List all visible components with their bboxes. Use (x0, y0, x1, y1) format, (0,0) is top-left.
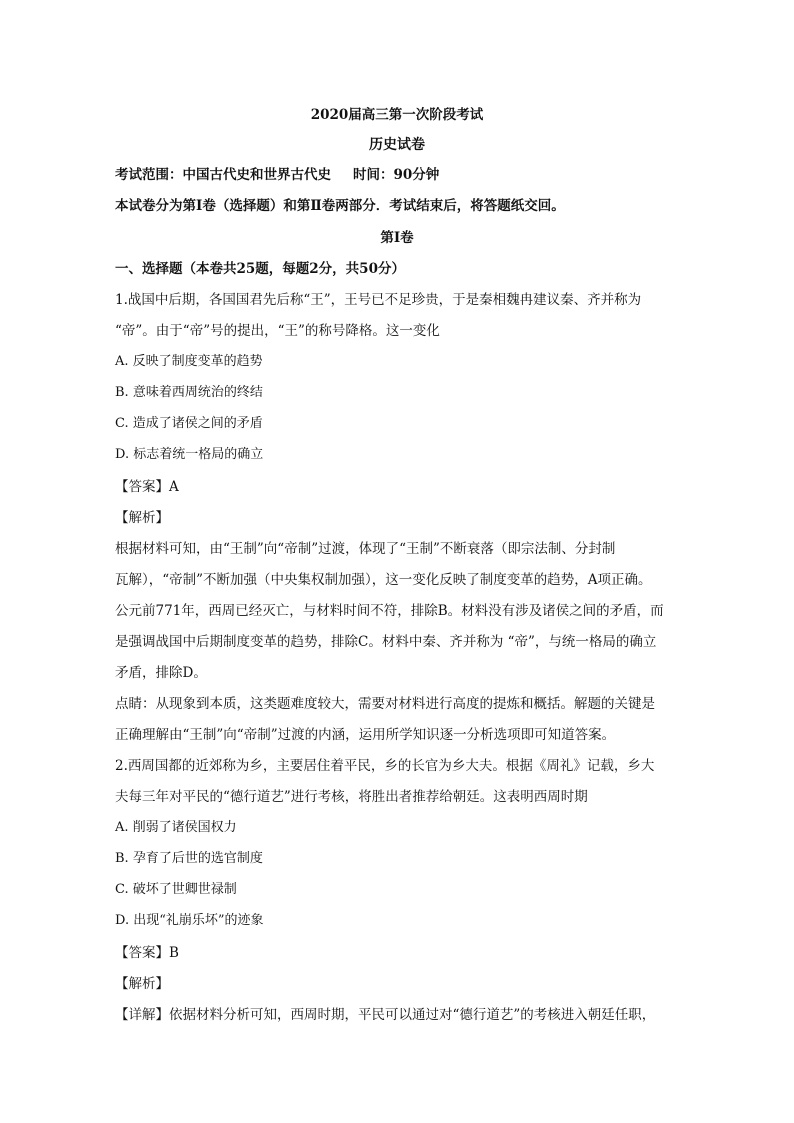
q1-analysis-line-3: 公元前771年，西周已经灭亡，与材料时间不符，排除B。材料没有涉及诸侯之间的矛盾，而 (115, 603, 664, 619)
q1-tip-line-1: 点睛：从现象到本质，这类题难度较大，需要对材料进行高度的提炼和概括。解题的关键是 (115, 696, 655, 712)
q1-tip-line-2: 正确理解由“王制”向“帝制”过渡的内涵，运用所学知识逐一分析选项即可知道答案。 (115, 727, 616, 743)
q1-option-d: D. 标志着统一格局的确立 (115, 447, 264, 462)
q1-answer: 【答案】A (115, 479, 179, 495)
q1-analysis-line-5: 矛盾，排除D。 (115, 665, 207, 681)
exam-title: 2020届高三第一次阶段考试 (310, 107, 484, 123)
q1-option-a: A. 反映了制度变革的趋势 (115, 354, 263, 369)
q2-answer: 【答案】B (115, 945, 179, 961)
subject-title: 历史试卷 (369, 137, 425, 153)
q2-detail-line-1: 【详解】依据材料分析可知，西周时期，平民可以通过对“德行道艺”的考核进入朝廷任职， (115, 1007, 656, 1023)
q2-analysis-label: 【解析】 (115, 976, 169, 992)
q1-stem-line-2: “帝”。由于“帝”号的提出，“王”的称号降格。这一变化 (115, 323, 440, 339)
q1-analysis-line-2: 瓦解），“帝制”不断加强（中央集权制加强），这一变化反映了制度变革的趋势，A项正确。 (115, 572, 652, 588)
exam-scope: 考试范围：中国古代史和世界古代史 (115, 167, 331, 183)
q1-analysis-label: 【解析】 (115, 510, 169, 526)
q2-stem-line-1: 2.西周国都的近郊称为乡，主要居住着平民，乡的长官为乡大夫。根据《周礼》记载，乡大 (115, 758, 655, 774)
q2-option-c: C. 破坏了世卿世禄制 (115, 882, 237, 897)
q2-option-a: A. 削弱了诸侯国权力 (115, 820, 237, 835)
exam-scope-line (115, 165, 685, 185)
q1-option-b: B. 意味着西周统治的终结 (115, 385, 263, 400)
volume-title: 第Ⅰ卷 (380, 230, 414, 246)
q2-option-b: B. 孕育了后世的选官制度 (115, 851, 263, 866)
q1-analysis-line-1: 根据材料可知，由“王制”向“帝制”过渡，体现了“王制”不断衰落（即宗法制、分封制 (115, 541, 616, 557)
exam-notice: 本试卷分为第Ⅰ卷（选择题）和第Ⅱ卷两部分．考试结束后，将答题纸交回。 (115, 198, 565, 214)
exam-time: 时间：90分钟 (353, 167, 440, 183)
q1-option-c: C. 造成了诸侯之间的矛盾 (115, 416, 263, 431)
q1-analysis-line-4: 是强调战国中后期制度变革的趋势，排除C。材料中秦、齐并称为 “帝”，与统一格局的确立 (115, 634, 657, 650)
section-heading: 一、选择题（本卷共25题，每题2分，共50分） (115, 261, 405, 277)
q1-stem-line-1: 1.战国中后期，各国国君先后称“王”，王号已不足珍贵，于是秦相魏冉建议秦、齐并称为 (115, 292, 642, 308)
q2-stem-line-2: 夫每三年对平民的“德行道艺”进行考核，将胜出者推荐给朝廷。这表明西周时期 (115, 789, 588, 805)
q2-option-d: D. 出现“礼崩乐坏”的迹象 (115, 913, 264, 928)
